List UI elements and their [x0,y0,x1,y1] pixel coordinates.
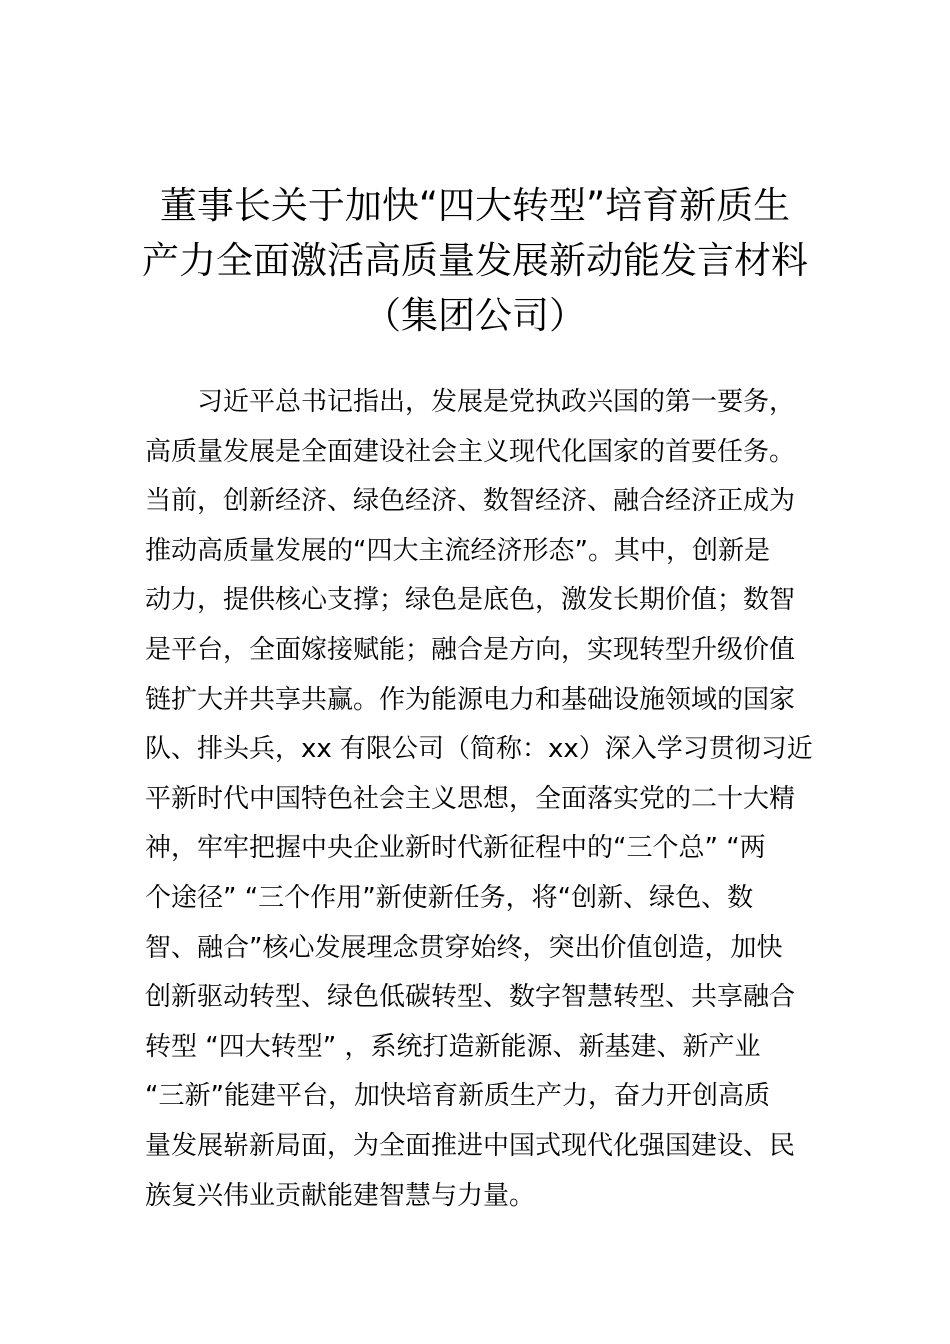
body-line-9: 平新时代中国特色社会主义思想，全面落实党的二十大精 [145,783,796,814]
title-line-3: （集团公司） [364,294,586,337]
body-line-17: 族复兴伟业贡献能建智慧与力量。 [145,1180,536,1211]
body-line-5: 动力，提供核心支撑；绿色是底色，激发长期价值；数智 [145,585,796,616]
body-line-2: 高质量发展是全面建设社会主义现代化国家的首要任务。 [145,436,796,467]
body-line-14: 转型 “四大转型” ，系统打造新能源、新基建、新产业 [145,1031,761,1062]
body-line-16: 量发展崭新局面，为全面推进中国式现代化强国建设、民 [145,1130,796,1161]
body-paragraph [145,378,813,1221]
body-line-11: 个途径” “三个作用”新使新任务，将“创新、绿色、数 [145,882,754,913]
document-title [120,178,830,343]
title-line-2: 产力全面激活高质量发展新动能发言材料 [142,239,808,282]
body-line-13: 创新驱动转型、绿色低碳转型、数字智慧转型、共享融合 [145,982,796,1013]
title-line-1: 董事长关于加快“四大转型”培育新质生 [159,184,791,227]
body-line-6: 是平台，全面嫁接赋能；融合是方向，实现转型升级价值 [145,634,796,665]
body-line-4: 推动高质量发展的“四大主流经济形态”。其中，创新是 [145,535,770,566]
body-line-12: 智、融合”核心发展理念贯穿始终，突出价值创造，加快 [145,932,783,963]
body-line-7: 链扩大并共享共赢。作为能源电力和基础设施领域的国家 [145,684,796,715]
body-line-3: 当前，创新经济、绿色经济、数智经济、融合经济正成为 [145,486,796,517]
body-line-10: 神，牢牢把握中央企业新时代新征程中的“三个总” “两 [145,833,766,864]
body-line-1: 习近平总书记指出，发展是党执政兴国的第一要务， [197,387,796,417]
body-line-8: 队、排头兵，xx 有限公司（简称：xx）深入学习贯彻习近 [145,734,813,765]
body-line-15: “三新”能建平台，加快培育新质生产力，奋力开创高质 [145,1081,770,1112]
